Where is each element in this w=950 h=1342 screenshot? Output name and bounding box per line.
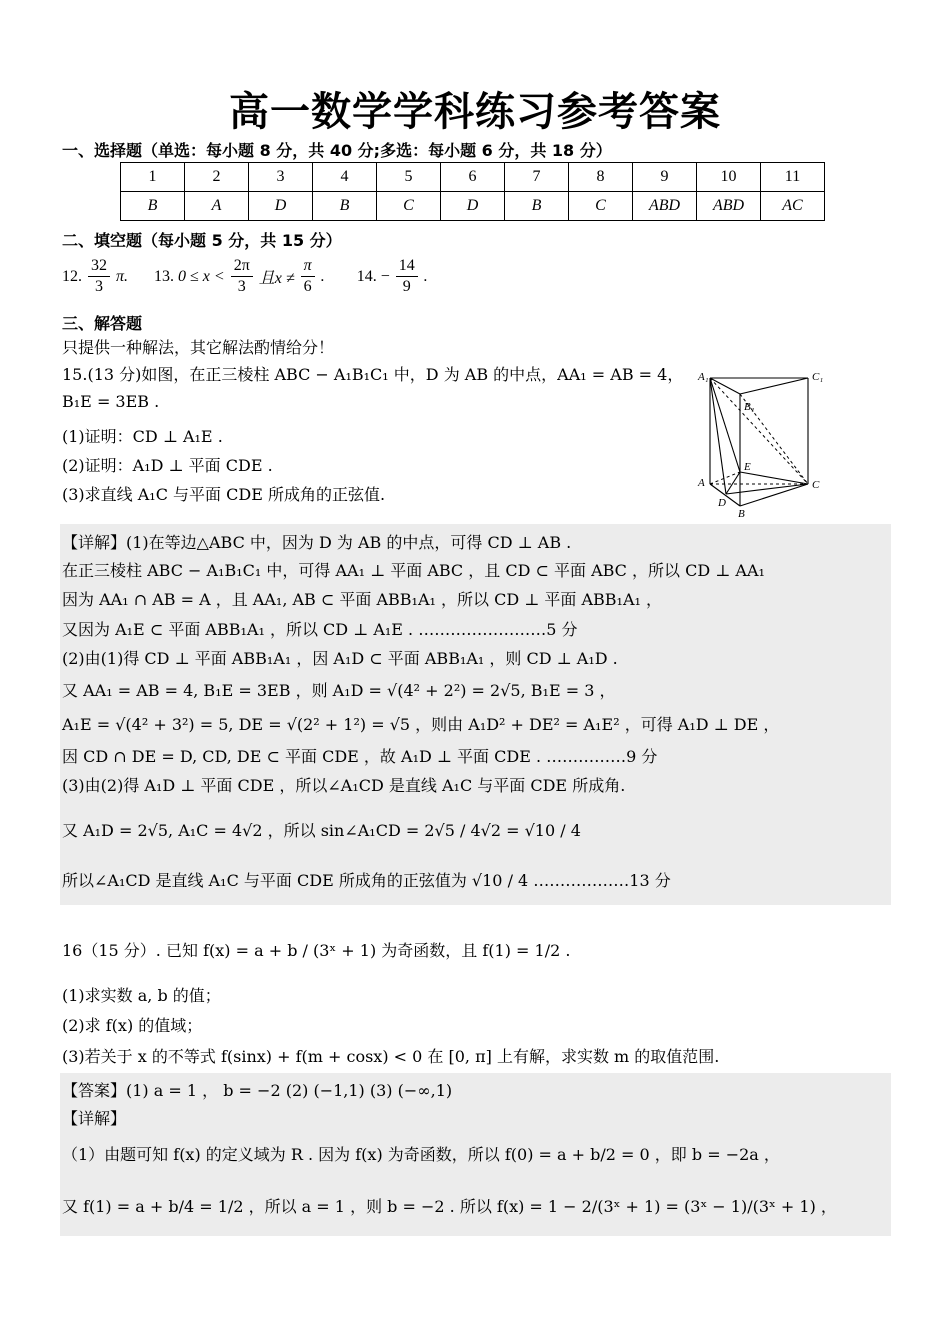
q15-solution-line: 【详解】(1)在等边△ABC 中，因为 D 为 AB 的中点，可得 CD ⊥ AB . [62, 533, 572, 552]
q15-solution-line: 因 CD ∩ DE = D, CD, DE ⊂ 平面 CDE ，故 A₁D ⊥ 平面 CDE . ……………9 分 [62, 747, 658, 766]
q13-tail: . [320, 267, 325, 285]
table-cell: 3 [249, 163, 313, 192]
denominator: 6 [303, 278, 312, 295]
q13-part-b: 且x ≠ [258, 270, 295, 287]
table-cell: 1 [121, 163, 185, 192]
numerator: 2π [231, 258, 253, 277]
figure-label: E [744, 461, 751, 473]
prism-figure [690, 366, 840, 518]
q13-part-a: 0 ≤ x < [178, 267, 225, 285]
q13-label: 13. [154, 267, 175, 285]
figure-label: C₁ [812, 371, 824, 383]
table-cell: 2 [185, 163, 249, 192]
fill-answers [62, 258, 428, 295]
q15-solution-line: 又 A₁D = 2√5, A₁C = 4√2 ，所以 sin∠A₁CD = 2√5 / 4√2 = √10 / 4 [62, 821, 581, 840]
q16-part3: (3)若关于 x 的不等式 f(sinx) + f(m + cosx) < 0 在 [0, π] 上有解，求实数 m 的取值范围. [62, 1047, 720, 1066]
q16-solution-line: 又 f(1) = a + b/4 = 1/2 ，所以 a = 1 ，则 b = −2 . 所以 f(x) = 1 − 2/(3ˣ + 1) = (3ˣ − 1)/(3ˣ + 1) ， [62, 1197, 837, 1216]
table-cell: D [441, 192, 505, 221]
figure-label: D [718, 497, 726, 509]
table-cell: 7 [505, 163, 569, 192]
answer-table-answers-row [121, 192, 825, 221]
table-cell: ABD [697, 192, 761, 221]
table-cell: A [185, 192, 249, 221]
section-fill-heading: 二、填空题（每小题 5 分，共 15 分） [62, 231, 342, 250]
denominator: 3 [95, 278, 103, 295]
q12-tail: π. [116, 267, 129, 285]
denominator: 3 [237, 278, 246, 295]
answer-table [120, 162, 825, 221]
q16-stem: 16（15 分）. 已知 f(x) = a + b / (3ˣ + 1) 为奇函数，且 f(1) = 1/2 . [62, 941, 571, 960]
q15-solution-line: (3)由(2)得 A₁D ⊥ 平面 CDE ，所以∠A₁CD 是直线 A₁C 与平面 CDE 所成角. [62, 776, 626, 795]
q16-part2: (2)求 f(x) 的值域； [62, 1016, 203, 1035]
table-cell: B [313, 192, 377, 221]
q15-solution-line: 所以∠A₁CD 是直线 A₁C 与平面 CDE 所成角的正弦值为 √10 / 4 ………………13 分 [62, 871, 671, 890]
table-cell: 10 [697, 163, 761, 192]
q15-stem-line1: 15.(13 分)如图，在正三棱柱 ABC − A₁B₁C₁ 中，D 为 AB 的中点，AA₁ = AB = 4， [62, 365, 684, 384]
section-choice-heading: 一、选择题（单选：每小题 8 分，共 40 分;多选：每小题 6 分，共 18 分） [62, 141, 612, 160]
figure-label: B₁ [744, 401, 755, 413]
figure-label: A₁ [698, 371, 709, 383]
q12-fraction [88, 258, 110, 295]
table-cell: AC [761, 192, 825, 221]
page-title: 高一数学学科练习参考答案 [229, 89, 721, 135]
q15-solution-line: 又 AA₁ = AB = 4, B₁E = 3EB ，则 A₁D = √(4² + 2²) = 2√5, B₁E = 3 ， [62, 681, 616, 700]
q15-solution-line: (2)由(1)得 CD ⊥ 平面 ABB₁A₁ ，因 A₁D ⊂ 平面 ABB₁A₁ ，则 CD ⊥ A₁D . [62, 649, 618, 668]
figure-label: B [738, 508, 745, 518]
table-cell: C [377, 192, 441, 221]
table-cell: 11 [761, 163, 825, 192]
q16-part1: (1)求实数 a, b 的值； [62, 986, 221, 1005]
q15-part3: (3)求直线 A₁C 与平面 CDE 所成角的正弦值. [62, 485, 386, 504]
table-cell: B [505, 192, 569, 221]
table-cell: C [569, 192, 633, 221]
q13-fraction [231, 258, 253, 295]
table-cell: 9 [633, 163, 697, 192]
figure-label: C [812, 479, 820, 491]
q15-stem-line2: B₁E = 3EB . [62, 392, 160, 411]
q15-solution-line: 因为 AA₁ ∩ AB = A ，且 AA₁, AB ⊂ 平面 ABB₁A₁ ，所以 CD ⊥ 平面 ABB₁A₁ ， [62, 590, 663, 609]
q16-solution-line: （1）由题可知 f(x) 的定义域为 R . 因为 f(x) 为奇函数，所以 f(0) = a + b/2 = 0 ，即 b = −2a ， [62, 1145, 780, 1164]
table-cell: 4 [313, 163, 377, 192]
q14-fraction [396, 258, 418, 295]
q15-solution-line: 在正三棱柱 ABC − A₁B₁C₁ 中，可得 AA₁ ⊥ 平面 ABC ，且 CD ⊂ 平面 ABC ，所以 CD ⊥ AA₁ [62, 561, 765, 580]
numerator: π [301, 258, 315, 277]
q16-answer: 【答案】(1) a = 1 ， b = −2 (2) (−1,1) (3) (−∞,1) [62, 1081, 453, 1100]
q15-solution-line: 又因为 A₁E ⊂ 平面 ABB₁A₁ ，所以 CD ⊥ A₁E . ……………………5 分 [62, 620, 578, 639]
q14-label: 14. [356, 267, 377, 285]
q15-part1: (1)证明：CD ⊥ A₁E . [62, 427, 223, 446]
section-solve-heading: 三、解答题 [62, 314, 143, 333]
table-cell: D [249, 192, 313, 221]
table-cell: 6 [441, 163, 505, 192]
numerator: 14 [396, 258, 418, 277]
table-cell: B [121, 192, 185, 221]
q15-solution-line: A₁E = √(4² + 3²) = 5, DE = √(2² + 1²) = √5 ，则由 A₁D² + DE² = A₁E² ，可得 A₁D ⊥ DE ， [62, 715, 780, 734]
denominator: 9 [402, 278, 411, 295]
grading-note: 只提供一种解法，其它解法酌情给分！ [62, 338, 335, 357]
q16-detail-heading: 【详解】 [62, 1109, 127, 1128]
q13-fraction-2 [301, 258, 315, 295]
q14-tail: . [423, 267, 428, 285]
figure-label: A [698, 477, 705, 489]
answer-table-numbers-row [121, 163, 825, 192]
table-cell: 5 [377, 163, 441, 192]
table-cell: 8 [569, 163, 633, 192]
q15-part2: (2)证明：A₁D ⊥ 平面 CDE . [62, 456, 273, 475]
q12-label: 12. [62, 267, 82, 285]
numerator: 32 [88, 258, 110, 277]
table-cell: ABD [633, 192, 697, 221]
q14-sign: − [380, 267, 390, 285]
